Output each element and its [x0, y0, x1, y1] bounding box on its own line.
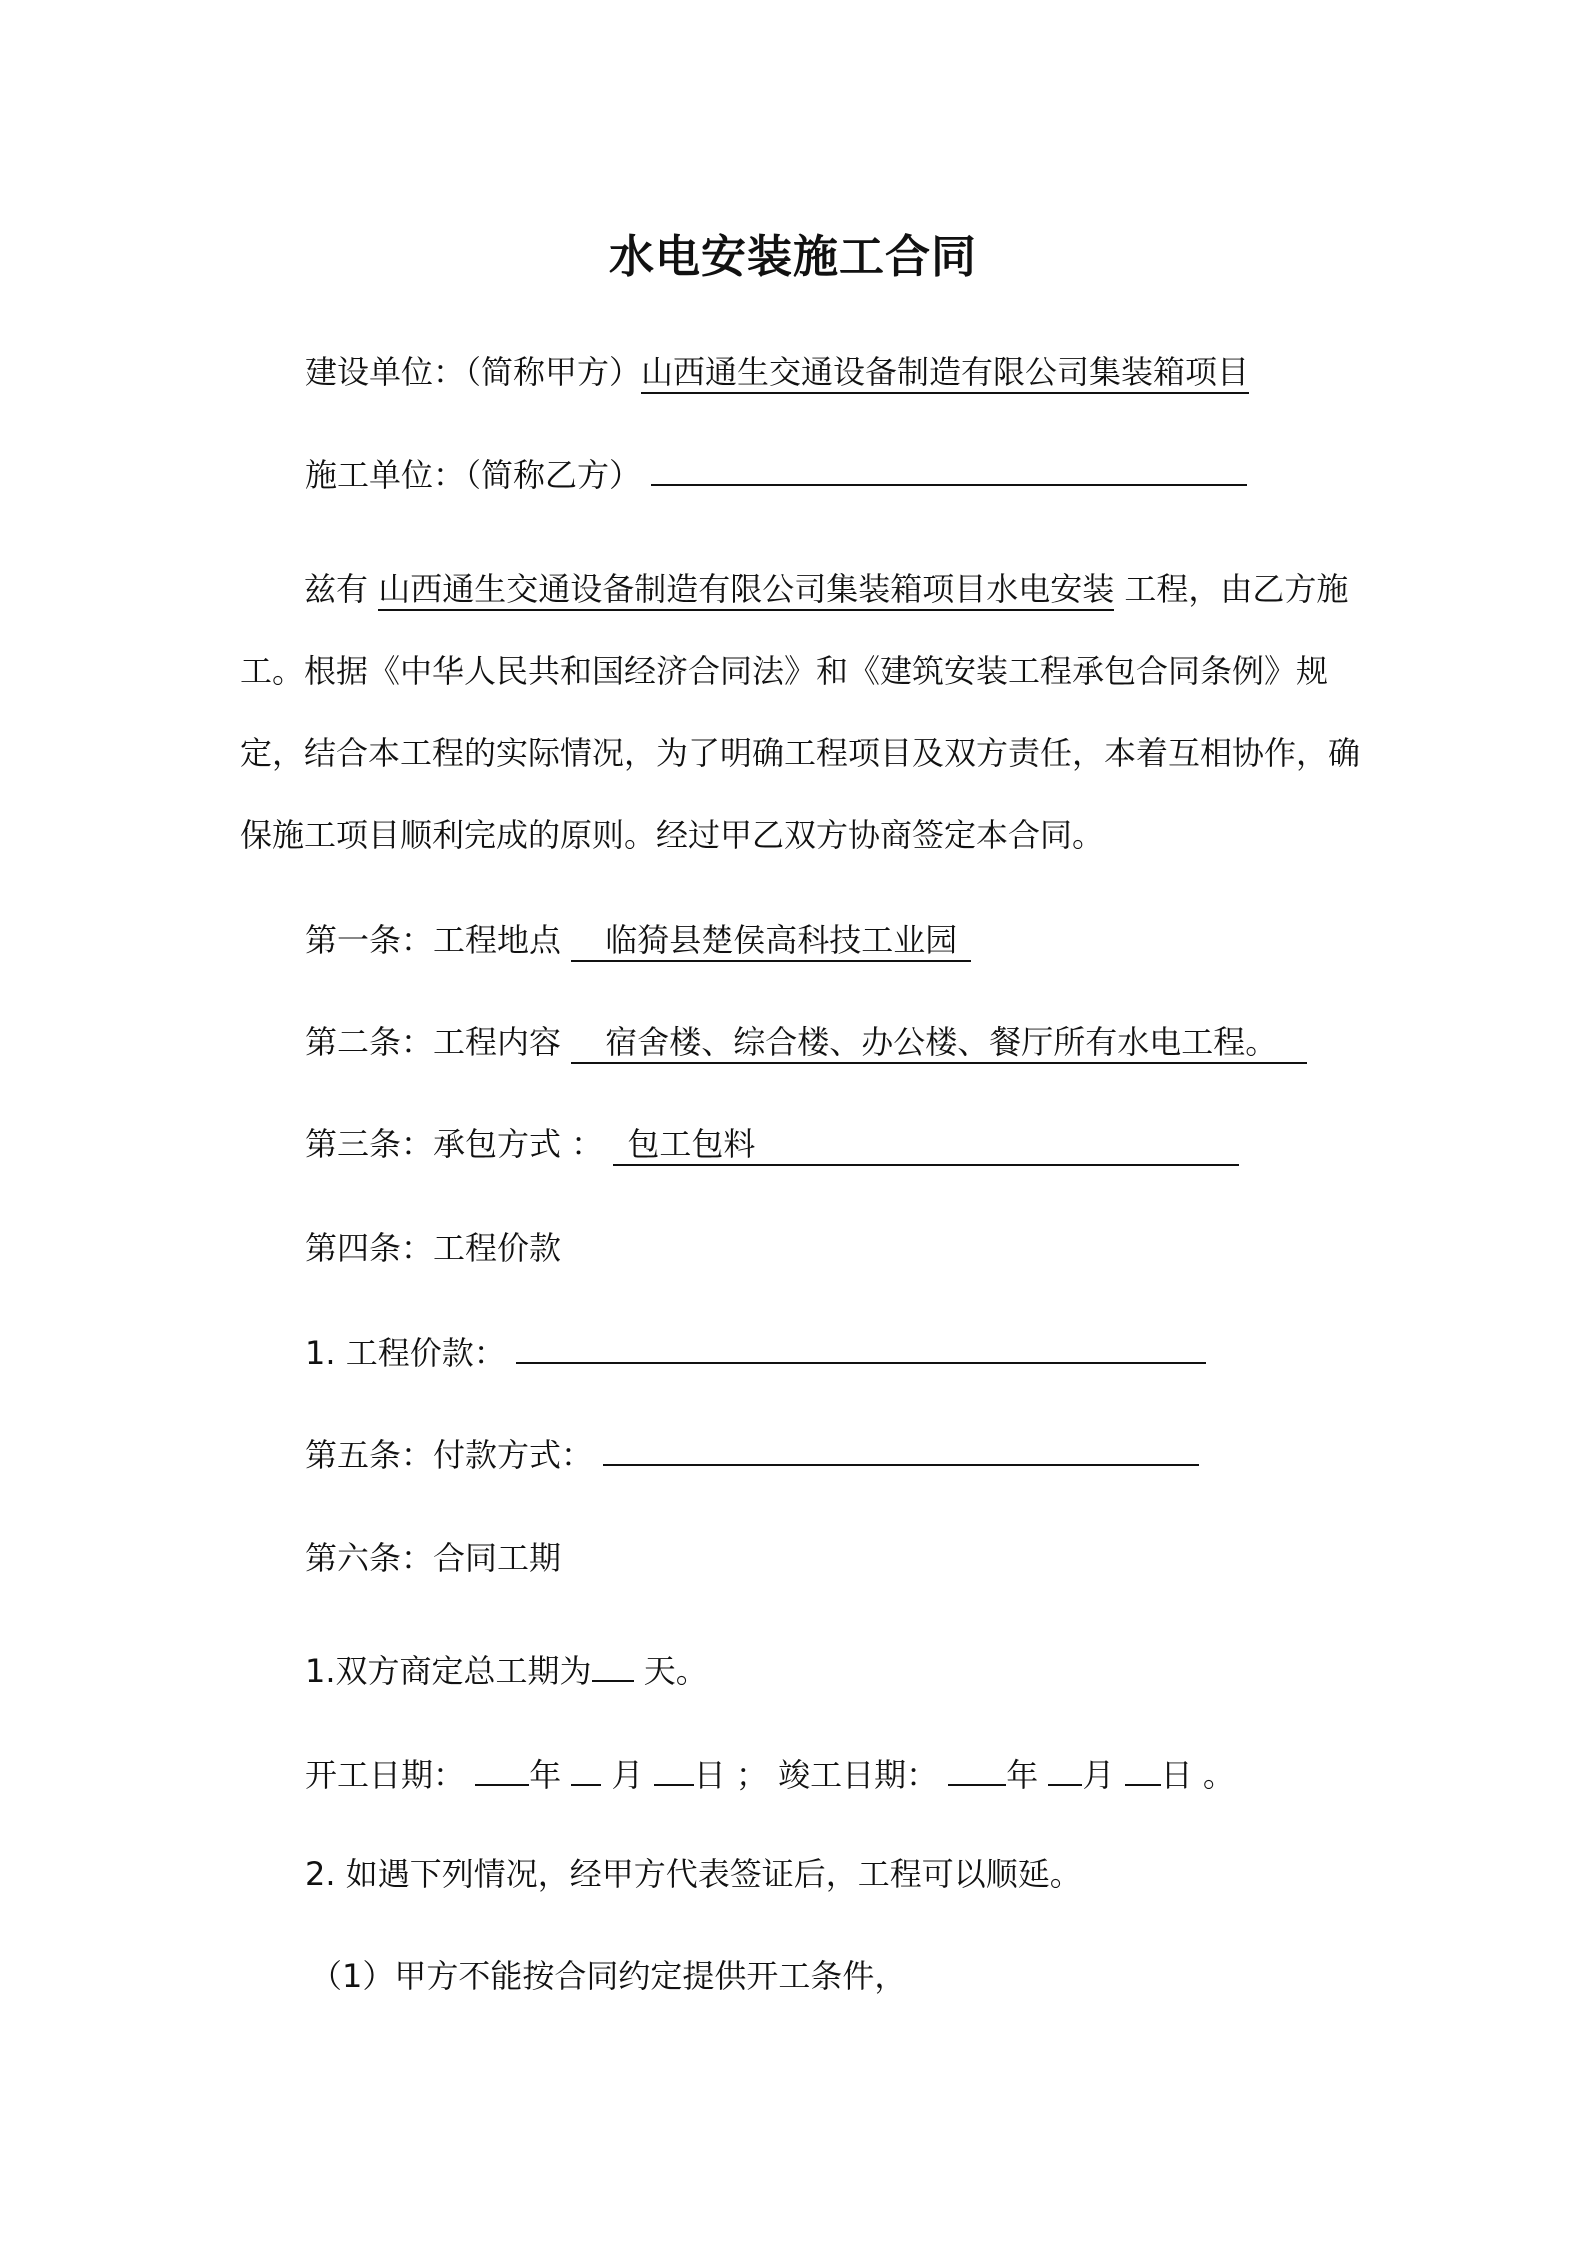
article-3-value: 包工包料: [613, 1124, 1239, 1166]
intro-paragraph: [240, 548, 1360, 876]
end-year-blank: [948, 1752, 1006, 1786]
end-year-unit: 年: [1006, 1756, 1039, 1794]
start-month-blank: [571, 1752, 601, 1786]
article-4-label: 第四条：工程价款: [305, 1229, 562, 1267]
article-5: [305, 1432, 1199, 1477]
builder-value: 山西通生交通设备制造有限公司集装箱项目: [641, 352, 1249, 394]
start-day-unit: 日: [693, 1756, 726, 1794]
builder-line: [305, 350, 1249, 394]
article-6-2: [305, 1852, 1082, 1896]
dates-line: [305, 1752, 1235, 1797]
end-date-label: 竣工日期：: [778, 1756, 939, 1794]
end-month-unit: 月: [1082, 1756, 1115, 1794]
days-blank: [592, 1648, 634, 1682]
article-6-1-prefix: 1.双方商定总工期为: [305, 1652, 592, 1690]
article-6: [305, 1536, 561, 1580]
article-6-1-suffix: 天。: [643, 1652, 708, 1690]
start-month-unit: 月: [611, 1756, 644, 1794]
contractor-line: [305, 452, 1247, 497]
article-6-2-1: [310, 1954, 906, 1998]
builder-label: 建设单位：（简称甲方）: [305, 353, 642, 391]
article-6-2-text: 2. 如遇下列情况，经甲方代表签证后，工程可以顺延。: [305, 1855, 1082, 1893]
article-6-1: [305, 1648, 708, 1693]
end-month-blank: [1048, 1752, 1082, 1786]
start-date-label: 开工日期：: [305, 1756, 466, 1794]
document-title: 水电安装施工合同: [608, 230, 977, 283]
end-day-blank: [1125, 1752, 1161, 1786]
article-2: [305, 1020, 1307, 1064]
article-4: [305, 1226, 561, 1270]
intro-prefix: 兹有: [304, 570, 369, 608]
article-5-label: 第五条：付款方式：: [305, 1436, 594, 1474]
start-year-unit: 年: [529, 1756, 562, 1794]
article-3: [305, 1122, 1239, 1166]
article-4-1: [305, 1330, 1206, 1375]
article-4-1-label: 1. 工程价款：: [305, 1334, 506, 1372]
payment-blank: [603, 1432, 1199, 1466]
dates-separator: ；: [735, 1756, 768, 1794]
contractor-label: 施工单位：（简称乙方）: [305, 456, 642, 494]
article-6-2-1-text: （1）甲方不能按合同约定提供开工条件，: [310, 1957, 907, 1995]
start-year-blank: [475, 1752, 529, 1786]
dates-end-mark: 。: [1202, 1756, 1235, 1794]
article-1: [305, 918, 971, 962]
article-1-value: 临猗县楚侯高科技工业园: [571, 920, 971, 962]
intro-rest: 工程，由乙方施工。根据《中华人民共和国经济合同法》和《建筑安装工程承包合同条例》规定，结合本工程的实际情况，为了明确工程项目及双方责任，本着互相协作，确保施工项目顺利完成的原则。经过甲乙双方协商签定本合同。: [240, 570, 1361, 854]
intro-project: 山西通生交通设备制造有限公司集装箱项目水电安装: [378, 569, 1114, 611]
article-1-label: 第一条：工程地点: [305, 921, 562, 959]
article-3-label: 第三条：承包方式 ：: [305, 1125, 604, 1163]
article-2-value: 宿舍楼、综合楼、办公楼、餐厅所有水电工程。: [571, 1022, 1307, 1064]
contractor-blank: [651, 452, 1247, 486]
end-day-unit: 日: [1160, 1756, 1193, 1794]
start-day-blank: [654, 1752, 694, 1786]
article-6-label: 第六条：合同工期: [305, 1539, 562, 1577]
price-blank: [516, 1330, 1206, 1364]
article-2-label: 第二条：工程内容: [305, 1023, 562, 1061]
